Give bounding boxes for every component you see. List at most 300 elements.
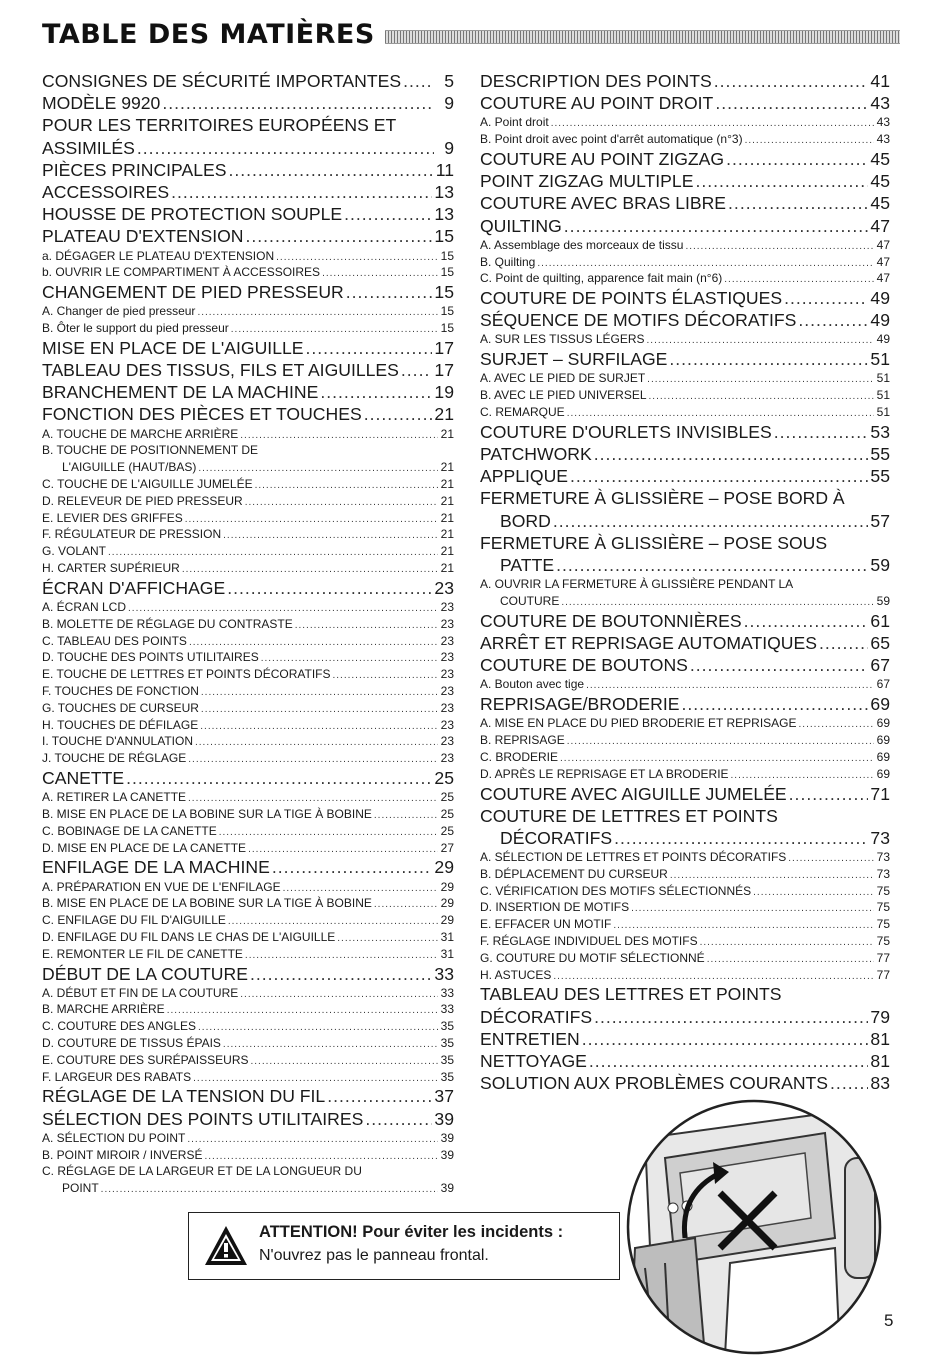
toc-subentry	[42, 1163, 454, 1180]
toc-entry-title: A. OUVRIR LA FERMETURE À GLISSIÈRE PENDANT LA	[480, 577, 794, 592]
toc-entry-title: A. Changer de pied presseur	[42, 304, 196, 319]
warning-triangle-icon	[203, 1223, 249, 1269]
page-header	[42, 16, 900, 52]
toc-page-number: 33	[440, 1002, 454, 1017]
toc-entry-title: C. TOUCHE DE L'AIGUILLE JUMELÉE	[42, 477, 253, 492]
toc-subentry	[42, 476, 454, 493]
toc-entry-title: COUTURE DE LETTRES ET POINTS	[480, 805, 778, 826]
toc-entry-title: H. CARTER SUPÉRIEUR	[42, 561, 180, 575]
toc-page-number: 15	[434, 282, 454, 303]
toc-page-number: 59	[870, 554, 890, 575]
toc-entry-title: COUTURE AU POINT ZIGZAG	[480, 148, 725, 169]
toc-page-number: 9	[444, 137, 454, 158]
toc-entry-title: TABLEAU DES TISSUS, FILS ET AIGUILLES	[42, 360, 399, 381]
toc-entry	[42, 337, 454, 359]
toc-page-number: 47	[876, 254, 890, 269]
toc-entry-title: J. TOUCHE DE RÉGLAGE	[42, 751, 187, 766]
toc-subentry	[480, 331, 890, 348]
toc-page-number: 31	[440, 946, 454, 961]
toc-entry-title: COUTURE DE POINTS ÉLASTIQUES	[480, 288, 783, 309]
toc-entry-title: C. ENFILAGE DU FIL D'AIGUILLE	[42, 913, 226, 928]
toc-entry-title: D. MISE EN PLACE DE LA CANETTE	[42, 840, 247, 855]
toc-entry	[42, 1085, 454, 1107]
toc-leader-dots	[137, 137, 434, 159]
toc-leader-dots	[570, 465, 868, 487]
toc-page-number: 37	[434, 1086, 454, 1107]
toc-subentry	[480, 237, 890, 254]
toc-subentry	[480, 131, 890, 148]
toc-leader-dots	[695, 170, 868, 192]
toc-page-number: 21	[440, 561, 454, 575]
toc-leader-dots	[669, 348, 868, 370]
toc-subentry	[42, 493, 454, 510]
toc-entry-title: CONSIGNES DE SÉCURITÉ IMPORTANTES	[42, 71, 402, 91]
toc-leader-dots	[614, 827, 868, 849]
toc-column-left	[42, 70, 454, 1197]
toc-leader-dots	[594, 443, 869, 465]
toc-leader-dots	[582, 1028, 869, 1050]
toc-entry-title: D. APRÈS LE REPRISAGE ET LA BRODERIE	[480, 766, 729, 781]
toc-page-number: 81	[870, 1051, 890, 1071]
toc-subentry	[480, 933, 890, 950]
toc-entry	[480, 70, 890, 92]
toc-entry-title: SOLUTION AUX PROBLÈMES COURANTS	[480, 1073, 829, 1094]
toc-subentry	[42, 616, 454, 633]
page-title: TABLE DES MATIÈRES	[42, 18, 375, 50]
toc-entry	[42, 359, 454, 381]
toc-entry-title: F. LARGEUR DES RABATS	[42, 1069, 192, 1084]
toc-page-number: 13	[434, 204, 454, 225]
toc-entry-title: C. REMARQUE	[480, 405, 565, 420]
toc-entry-title: PATCHWORK	[480, 444, 592, 465]
toc-page-number: 49	[876, 332, 890, 347]
toc-entry-title: POUR LES TERRITOIRES EUROPÉENS ET	[42, 115, 397, 136]
toc-entry	[42, 963, 454, 985]
toc-page-number: 23	[440, 616, 454, 631]
toc-entry-title: DÉCORATIFS	[500, 827, 613, 848]
toc-entry-title: C. RÉGLAGE DE LA LARGEUR ET DE LA LONGUEUR DU	[42, 1164, 362, 1179]
toc-entry-title: ÉCRAN D'AFFICHAGE	[42, 577, 226, 598]
toc-subentry	[42, 649, 454, 666]
toc-subentry	[42, 895, 454, 912]
toc-entry	[42, 381, 454, 403]
toc-entry-title: COUTURE AU POINT DROIT	[480, 93, 714, 114]
toc-entry-title: QUILTING	[480, 215, 562, 236]
toc-entry	[480, 1050, 890, 1072]
toc-subentry	[480, 732, 890, 749]
toc-entry-title: B. AVEC LE PIED UNIVERSEL	[480, 388, 647, 403]
toc-page-number: 43	[870, 93, 890, 114]
toc-entry-title: b. OUVRIR LE COMPARTIMENT À ACCESSOIRES	[42, 265, 321, 280]
toc-leader-dots	[681, 693, 868, 715]
toc-page-number: 75	[876, 934, 890, 949]
toc-subentry	[42, 750, 454, 767]
toc-entry-title: COUTURE	[500, 593, 560, 608]
toc-subentry	[42, 248, 454, 265]
toc-entry-title: D. TOUCHE DES POINTS UTILITAIRES	[42, 650, 259, 665]
toc-page-number: 69	[876, 733, 890, 748]
toc-entry-title: PATTE	[500, 554, 555, 575]
sewing-machine-front-panel-no-open-icon	[625, 1098, 883, 1356]
toc-page-number: 25	[440, 790, 454, 805]
toc-subentry	[42, 264, 454, 281]
toc-page-number: 9	[444, 93, 454, 114]
toc-entry-title: COUTURE DE BOUTONNIÈRES	[480, 610, 742, 631]
toc-page-number: 77	[876, 967, 890, 982]
toc-entry	[42, 114, 454, 136]
toc-entry-title: C. BOBINAGE DE LA CANETTE	[42, 823, 217, 838]
toc-entry-title: F. RÉGULATEUR DE PRESSION	[42, 527, 222, 542]
toc-page-number: 45	[870, 148, 890, 169]
toc-subentry	[42, 946, 454, 963]
toc-entry-title: POINT ZIGZAG MULTIPLE	[480, 171, 694, 192]
toc-entry	[42, 92, 454, 114]
warning-box	[188, 1212, 620, 1280]
toc-entry-title: A. Point droit	[480, 115, 549, 130]
toc-subentry	[480, 593, 890, 610]
toc-entry-title: E. EFFACER UN MOTIF	[480, 917, 612, 932]
toc-page-number: 77	[876, 950, 890, 965]
toc-entry-title: B. Ôter le support du pied presseur	[42, 321, 229, 336]
toc-subentry	[42, 1180, 454, 1197]
toc-entry-title: F. RÉGLAGE INDIVIDUEL DES MOTIFS	[480, 934, 698, 949]
toc-entry-title: A. Bouton avec tige	[480, 677, 585, 692]
toc-leader-dots	[327, 1085, 432, 1107]
toc-page-number: 25	[434, 767, 454, 788]
toc-page-number: 33	[434, 963, 454, 984]
toc-entry-title: E. TOUCHE DE LETTRES ET POINTS DÉCORATIFS	[42, 667, 331, 682]
toc-page-number: 55	[870, 444, 890, 465]
toc-page-number: 45	[870, 193, 890, 214]
toc-entry-title: B. TOUCHE DE POSITIONNEMENT DE	[42, 443, 259, 458]
toc-page-number: 5	[444, 71, 454, 91]
toc-page-number: 21	[434, 404, 454, 425]
toc-page-number: 15	[440, 321, 454, 336]
toc-subentry	[480, 715, 890, 732]
toc-subentry	[42, 840, 454, 857]
toc-entry-title: DESCRIPTION DES POINTS	[480, 71, 712, 91]
toc-page-number: 21	[440, 527, 454, 542]
toc-entry	[480, 532, 890, 554]
toc-leader-dots	[401, 359, 433, 381]
toc-page-number: 69	[876, 766, 890, 781]
toc-leader-dots	[403, 70, 434, 92]
toc-entry	[480, 192, 890, 214]
toc-entry-title: ARRÊT ET REPRISAGE AUTOMATIQUES	[480, 632, 817, 653]
toc-leader-dots	[564, 215, 869, 237]
toc-page-number: 73	[876, 866, 890, 881]
toc-page-number: 23	[440, 633, 454, 648]
toc-leader-dots	[553, 510, 869, 532]
toc-page-number: 47	[876, 271, 890, 286]
toc-subentry	[42, 560, 454, 577]
toc-page-number: 15	[440, 265, 454, 280]
toc-subentry	[480, 849, 890, 866]
toc-entry-title: PLATEAU D'EXTENSION	[42, 226, 244, 247]
toc-page-number: 21	[440, 493, 454, 508]
toc-entry-title: E. REMONTER LE FIL DE CANETTE	[42, 946, 243, 961]
toc-page-number: 51	[876, 405, 890, 420]
toc-page-number: 57	[870, 510, 890, 531]
toc-subentry	[480, 950, 890, 967]
toc-page-number: 43	[876, 115, 890, 130]
toc-entry-title: G. VOLANT	[42, 544, 107, 559]
toc-entry-title: L'AIGUILLE (HAUT/BAS)	[62, 460, 197, 475]
toc-entry-title: FERMETURE À GLISSIÈRE – POSE BORD À	[480, 488, 845, 509]
toc-page-number: 23	[440, 751, 454, 766]
toc-entry-title: A. TOUCHE DE MARCHE ARRIÈRE	[42, 426, 239, 441]
toc-entry	[480, 805, 890, 827]
toc-page-number: 47	[870, 215, 890, 236]
toc-entry-title: COUTURE D'OURLETS INVISIBLES	[480, 421, 772, 442]
toc-entry-title: D. RELEVEUR DE PIED PRESSEUR	[42, 493, 243, 508]
toc-page-number: 15	[440, 304, 454, 319]
toc-page-number: 29	[440, 879, 454, 894]
toc-entry-title: A. ÉCRAN LCD	[42, 599, 127, 614]
toc-leader-dots	[228, 159, 433, 181]
toc-column-right	[480, 70, 890, 1094]
toc-subentry	[480, 916, 890, 933]
toc-entry	[42, 577, 454, 599]
toc-page-number: 23	[440, 599, 454, 614]
toc-page-number: 21	[440, 460, 454, 475]
toc-page-number: 79	[870, 1006, 890, 1027]
toc-entry-title: TABLEAU DES LETTRES ET POINTS	[480, 984, 782, 1005]
toc-entry	[480, 215, 890, 237]
toc-leader-dots	[227, 577, 432, 599]
toc-page-number: 71	[870, 783, 890, 804]
toc-entry	[42, 137, 454, 159]
toc-page-number: 75	[876, 900, 890, 915]
toc-subentry	[42, 633, 454, 650]
toc-page-number: 69	[876, 749, 890, 764]
toc-subentry	[42, 599, 454, 616]
toc-page-number: 67	[876, 677, 890, 692]
toc-entry-title: ACCESSOIRES	[42, 181, 170, 202]
toc-leader-dots	[774, 421, 869, 443]
toc-entry-title: FONCTION DES PIÈCES ET TOUCHES	[42, 404, 362, 425]
toc-subentry	[42, 1147, 454, 1164]
toc-page-number: 51	[876, 371, 890, 386]
toc-entry-title: MISE EN PLACE DE L'AIGUILLE	[42, 337, 304, 358]
toc-entry	[480, 443, 890, 465]
toc-page-number: 35	[440, 1036, 454, 1051]
toc-entry-title: D. ENFILAGE DU FIL DANS LE CHAS DE L'AIGUILLE	[42, 929, 336, 944]
toc-entry	[480, 421, 890, 443]
toc-entry	[480, 148, 890, 170]
toc-subentry	[480, 404, 890, 421]
toc-leader-dots	[272, 856, 433, 878]
toc-entry	[42, 1108, 454, 1130]
toc-entry-title: F. TOUCHES DE FONCTION	[42, 683, 199, 698]
toc-subentry	[480, 749, 890, 766]
toc-page-number: 15	[434, 226, 454, 247]
toc-entry-title: SURJET – SURFILAGE	[480, 349, 668, 370]
toc-leader-dots	[830, 1072, 868, 1094]
toc-leader-dots	[250, 963, 432, 985]
toc-page-number: 21	[440, 510, 454, 525]
toc-entry	[480, 610, 890, 632]
warning-title: ATTENTION! Pour éviter les incidents :	[259, 1223, 564, 1241]
toc-page-number: 23	[440, 683, 454, 698]
toc-leader-dots	[728, 192, 868, 214]
toc-page-number: 83	[870, 1073, 890, 1094]
toc-page-number: 73	[876, 850, 890, 865]
toc-entry	[42, 70, 454, 92]
toc-leader-dots	[344, 203, 432, 225]
toc-subentry	[480, 899, 890, 916]
toc-entry-title: NETTOYAGE	[480, 1051, 587, 1071]
toc-leader-dots	[320, 381, 432, 403]
toc-page-number: 67	[870, 655, 890, 676]
toc-page-number: 53	[870, 421, 890, 442]
toc-subentry	[480, 114, 890, 131]
toc-entry	[480, 170, 890, 192]
warning-text: N'ouvrez pas le panneau frontal.	[259, 1247, 489, 1264]
toc-subentry	[42, 683, 454, 700]
toc-page-number: 49	[870, 310, 890, 331]
toc-entry-title: B. MARCHE ARRIÈRE	[42, 1002, 165, 1017]
toc-entry-title: COUTURE AVEC BRAS LIBRE	[480, 193, 727, 214]
toc-entry-title: ASSIMILÉS	[42, 137, 135, 158]
toc-entry-title: SÉLECTION DES POINTS UTILITAIRES	[42, 1108, 364, 1129]
toc-entry	[42, 767, 454, 789]
toc-entry-title: POINT	[62, 1181, 99, 1196]
toc-subentry	[480, 254, 890, 271]
toc-leader-dots	[364, 403, 433, 425]
toc-entry-title: E. COUTURE DES SURÉPAISSEURS	[42, 1052, 249, 1067]
toc-entry-title: D. INSERTION DE MOTIFS	[480, 900, 630, 915]
toc-page-number: 41	[870, 71, 890, 91]
toc-page-number: 33	[440, 985, 454, 1000]
toc-entry-title: D. COUTURE DE TISSUS ÉPAIS	[42, 1036, 221, 1051]
toc-subentry	[42, 985, 454, 1002]
toc-entry-title: FERMETURE À GLISSIÈRE – POSE SOUS	[480, 532, 828, 553]
toc-leader-dots	[162, 92, 434, 114]
toc-entry-title: DÉCORATIFS	[480, 1006, 593, 1027]
toc-page-number: 23	[440, 700, 454, 715]
toc-entry-title: A. Assemblage des morceaux de tissu	[480, 237, 684, 252]
toc-entry	[480, 632, 890, 654]
toc-entry-title: B. Point droit avec point d'arrêt automatique (n°3)	[480, 132, 743, 147]
toc-entry-title: B. MISE EN PLACE DE LA BOBINE SUR LA TIGE À BOBINE	[42, 896, 372, 911]
toc-leader-dots	[346, 281, 433, 303]
toc-entry-title: MODÈLE 9920	[42, 93, 161, 114]
toc-leader-dots	[798, 309, 868, 331]
toc-subentry	[480, 967, 890, 984]
toc-entry	[42, 403, 454, 425]
toc-subentry	[42, 879, 454, 896]
toc-page-number: 39	[440, 1181, 454, 1196]
toc-entry	[480, 348, 890, 370]
toc-page-number: 39	[434, 1108, 454, 1129]
toc-entry	[42, 856, 454, 878]
toc-entry	[480, 487, 890, 509]
toc-subentry	[42, 806, 454, 823]
toc-entry-title: COUTURE AVEC AIGUILLE JUMELÉE	[480, 783, 787, 804]
toc-entry-title: B. MISE EN PLACE DE LA BOBINE SUR LA TIGE À BOBINE	[42, 806, 372, 821]
toc-page-number: 49	[870, 288, 890, 309]
toc-subentry	[42, 717, 454, 734]
toc-subentry	[42, 700, 454, 717]
toc-subentry	[42, 459, 454, 476]
toc-page-number: 17	[434, 360, 454, 381]
toc-entry	[480, 693, 890, 715]
toc-entry-title: ENTRETIEN	[480, 1028, 580, 1049]
toc-entry-title: I. TOUCHE D'ANNULATION	[42, 734, 193, 749]
toc-entry	[480, 654, 890, 676]
toc-leader-dots	[126, 767, 432, 789]
toc-page-number: 59	[876, 593, 890, 608]
toc-subentry	[42, 789, 454, 806]
toc-entry-title: A. RETIRER LA CANETTE	[42, 790, 187, 805]
toc-entry-title: A. SÉLECTION DU POINT	[42, 1130, 186, 1145]
toc-entry-title: BRANCHEMENT DE LA MACHINE	[42, 382, 319, 403]
toc-page-number: 31	[440, 929, 454, 944]
title-decorative-bar	[385, 30, 900, 44]
page-number: 5	[884, 1311, 894, 1330]
toc-subentry	[480, 270, 890, 287]
toc-entry-title: DÉBUT DE LA COUTURE	[42, 963, 248, 984]
toc-entry	[480, 1028, 890, 1050]
toc-page-number: 25	[440, 806, 454, 821]
toc-subentry	[480, 370, 890, 387]
toc-entry	[42, 225, 454, 247]
toc-page-number: 43	[876, 132, 890, 147]
toc-entry-title: BORD	[500, 510, 551, 531]
toc-entry-title: RÉGLAGE DE LA TENSION DU FIL	[42, 1086, 326, 1107]
toc-subentry	[42, 1130, 454, 1147]
toc-entry-title: HOUSSE DE PROTECTION SOUPLE	[42, 204, 343, 225]
toc-page-number: 69	[876, 716, 890, 731]
toc-entry-title: A. DÉBUT ET FIN DE LA COUTURE	[42, 985, 239, 1000]
toc-subentry	[42, 1052, 454, 1069]
toc-entry-title: C. TABLEAU DES POINTS	[42, 633, 187, 648]
toc-entry-title: CHANGEMENT DE PIED PRESSEUR	[42, 282, 344, 303]
toc-subentry	[42, 912, 454, 929]
toc-page-number: 23	[440, 667, 454, 682]
toc-subentry	[42, 929, 454, 946]
toc-leader-dots	[101, 1180, 438, 1199]
toc-page-number: 29	[440, 913, 454, 928]
toc-entry-title: CANETTE	[42, 767, 125, 788]
toc-entry	[480, 1006, 890, 1028]
toc-subentry	[42, 666, 454, 683]
toc-entry	[480, 827, 890, 849]
toc-entry	[480, 1072, 890, 1094]
toc-page-number: 27	[440, 840, 454, 855]
toc-entry	[480, 287, 890, 309]
toc-entry-title: A. PRÉPARATION EN VUE DE L'ENFILAGE	[42, 879, 281, 894]
toc-page-number: 15	[440, 248, 454, 263]
toc-page-number: 75	[876, 917, 890, 932]
toc-leader-dots	[556, 554, 868, 576]
toc-leader-dots	[726, 148, 868, 170]
toc-leader-dots	[690, 654, 869, 676]
toc-leader-dots	[594, 1006, 868, 1028]
toc-leader-dots	[819, 632, 868, 654]
toc-page-number: 51	[876, 388, 890, 403]
toc-leader-dots	[715, 92, 868, 114]
toc-entry-title: B. DÉPLACEMENT DU CURSEUR	[480, 866, 668, 881]
toc-page-number: 21	[440, 426, 454, 441]
toc-page-number: 13	[434, 181, 454, 202]
toc-entry-title: G. COUTURE DU MOTIF SÉLECTIONNÉ	[480, 950, 705, 965]
toc-subentry	[42, 320, 454, 337]
toc-entry-title: SÉQUENCE DE MOTIFS DÉCORATIFS	[480, 310, 797, 331]
toc-page-number: 29	[440, 896, 454, 911]
toc-page-number: 45	[870, 171, 890, 192]
